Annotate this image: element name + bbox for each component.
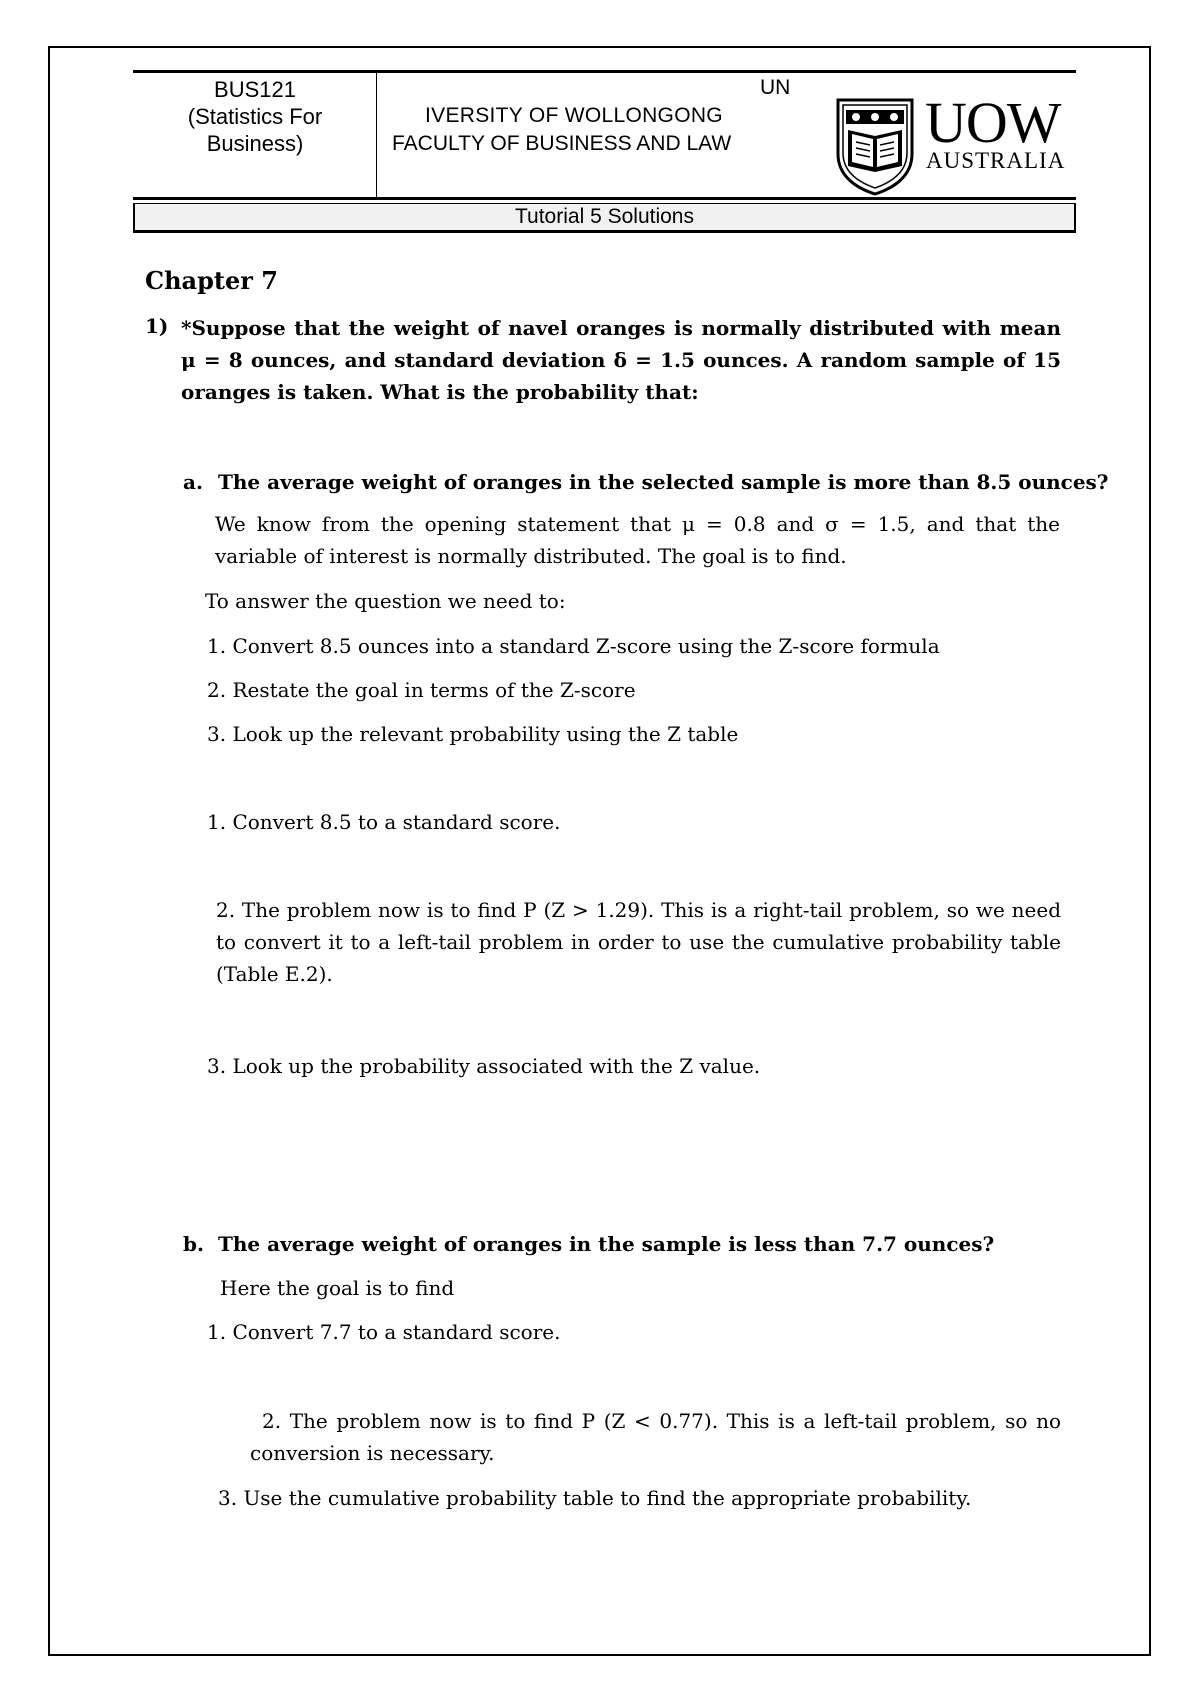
part-a-solution-2: 2. The problem now is to find P (Z > 1.29). This is a right-tail problem, so we need to convert it to a left-tail problem in order to use the cumulative probability table (Table E.2). xyxy=(216,898,1061,986)
tutorial-banner: Tutorial 5 Solutions xyxy=(133,203,1076,233)
part-a-label: a. xyxy=(183,470,203,494)
part-a-to-answer: To answer the question we need to: xyxy=(205,589,566,613)
part-b-solution-3: 3. Use the cumulative probability table to find the appropriate probability. xyxy=(218,1486,972,1510)
question-text: *Suppose that the weight of navel oranges is normally distributed with mean μ = 8 ounces, and standard deviation δ = 1.5 ounces. A random sample of 15 oranges is taken. What is the probability that: xyxy=(181,316,1061,404)
header-rule-bottom xyxy=(133,197,1076,200)
part-a-step: 1. Convert 8.5 ounces into a standard Z-score using the Z-score formula xyxy=(207,634,940,658)
course-line: Business) xyxy=(206,131,304,156)
part-a-intro: We know from the opening statement that μ = 0.8 and σ = 1.5, and that the variable of interest is normally distributed. The goal is to find. xyxy=(215,512,1060,568)
course-line: (Statistics For xyxy=(187,104,323,129)
part-b-label: b. xyxy=(183,1232,204,1256)
university-crest-icon xyxy=(834,96,916,196)
course-line: BUS121 xyxy=(214,77,296,102)
header-divider xyxy=(376,72,377,198)
uow-logo-text: UOW xyxy=(925,90,1061,155)
part-a-step: 3. Look up the relevant probability using the Z table xyxy=(207,722,739,746)
part-b-intro: Here the goal is to find xyxy=(220,1276,455,1300)
uow-logo-sub: AUSTRALIA xyxy=(926,148,1066,173)
part-b-solution-2: 2. The problem now is to find P (Z < 0.77). This is a left-tail problem, so no conversion is necessary. xyxy=(250,1409,1061,1465)
faculty-name: FACULTY OF BUSINESS AND LAW xyxy=(392,132,732,155)
part-b-heading: The average weight of oranges in the sample is less than 7.7 ounces? xyxy=(218,1232,995,1256)
header-rule-top xyxy=(133,70,1076,73)
chapter-title: Chapter 7 xyxy=(145,266,278,295)
part-a-heading: The average weight of oranges in the selected sample is more than 8.5 ounces? xyxy=(218,470,1109,494)
part-a-solution-1: 1. Convert 8.5 to a standard score. xyxy=(207,810,561,834)
part-a-step: 2. Restate the goal in terms of the Z-score xyxy=(207,678,636,702)
part-a-solution-3: 3. Look up the probability associated with the Z value. xyxy=(207,1054,761,1078)
university-name: IVERSITY OF WOLLONGONG xyxy=(425,104,723,127)
question-number: 1) xyxy=(145,314,169,338)
course-code xyxy=(140,76,370,157)
university-fragment: UN xyxy=(760,76,791,99)
part-b-solution-1: 1. Convert 7.7 to a standard score. xyxy=(207,1320,561,1344)
